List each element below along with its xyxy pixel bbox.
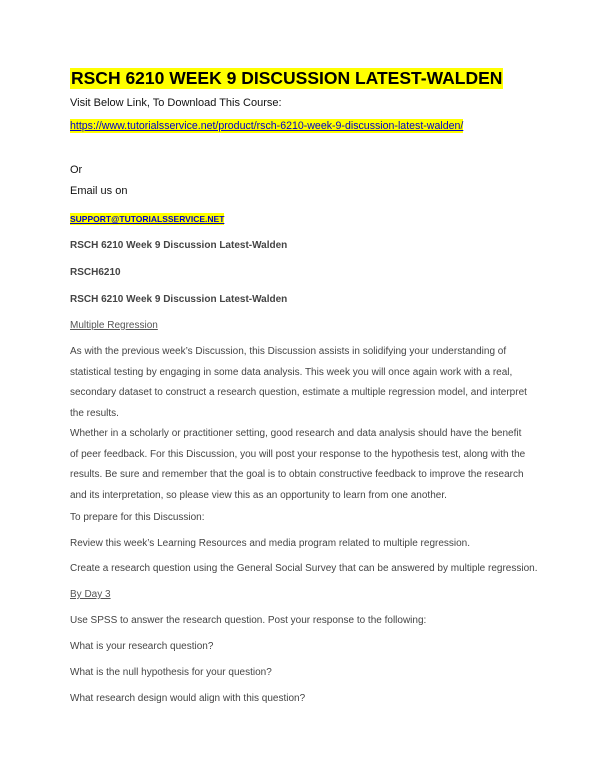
- use-spss-text: Use SPSS to answer the research question. Post your response to the following:: [70, 615, 427, 626]
- paragraph-2: Whether in a scholarly or practitioner setting, good research and data analysis should have the benefit of peer feedback. For this Discussion, you will post your response to the hypothesis test, along with the results. Be sure and remember that the goal is to obtain constructive feedback to improve the research and its interpretation, so please view this as an opportunity to learn from one another.: [70, 428, 526, 501]
- section-title: Multiple Regression: [70, 320, 158, 331]
- question-2: What is the null hypothesis for your question?: [70, 667, 272, 678]
- question-1: What is your research question?: [70, 641, 214, 652]
- prepare-text: To prepare for this Discussion:: [70, 512, 205, 523]
- email-text: Email us on: [70, 185, 128, 197]
- course-code: RSCH6210: [70, 267, 121, 278]
- or-text: Or: [70, 164, 83, 176]
- paragraph-1: As with the previous week’s Discussion, this Discussion assists in solidifying your understanding of statistical testing by engaging in some data analysis. This week you will once again work with a real, secondary dataset to construct a research question, estimate a multiple regression model, and interpret the results.: [70, 346, 527, 419]
- heading-1: RSCH 6210 Week 9 Discussion Latest-Walden: [70, 240, 288, 251]
- support-email-link[interactable]: SUPPORT@TUTORIALSSERVICE.NET: [70, 214, 225, 224]
- heading-2: RSCH 6210 Week 9 Discussion Latest-Walden: [70, 294, 288, 305]
- by-day-heading: By Day 3: [70, 589, 111, 600]
- question-3: What research design would align with this question?: [70, 693, 306, 704]
- page-title: RSCH 6210 WEEK 9 DISCUSSION LATEST-WALDEN: [71, 68, 503, 88]
- course-link[interactable]: https://www.tutorialsservice.net/product/rsch-6210-week-9-discussion-latest-walden/: [70, 120, 464, 132]
- create-text: Create a research question using the General Social Survey that can be answered by multiple regression.: [70, 563, 538, 574]
- review-text: Review this week’s Learning Resources and media program related to multiple regression.: [70, 538, 471, 549]
- visit-text: Visit Below Link, To Download This Course:: [70, 97, 282, 109]
